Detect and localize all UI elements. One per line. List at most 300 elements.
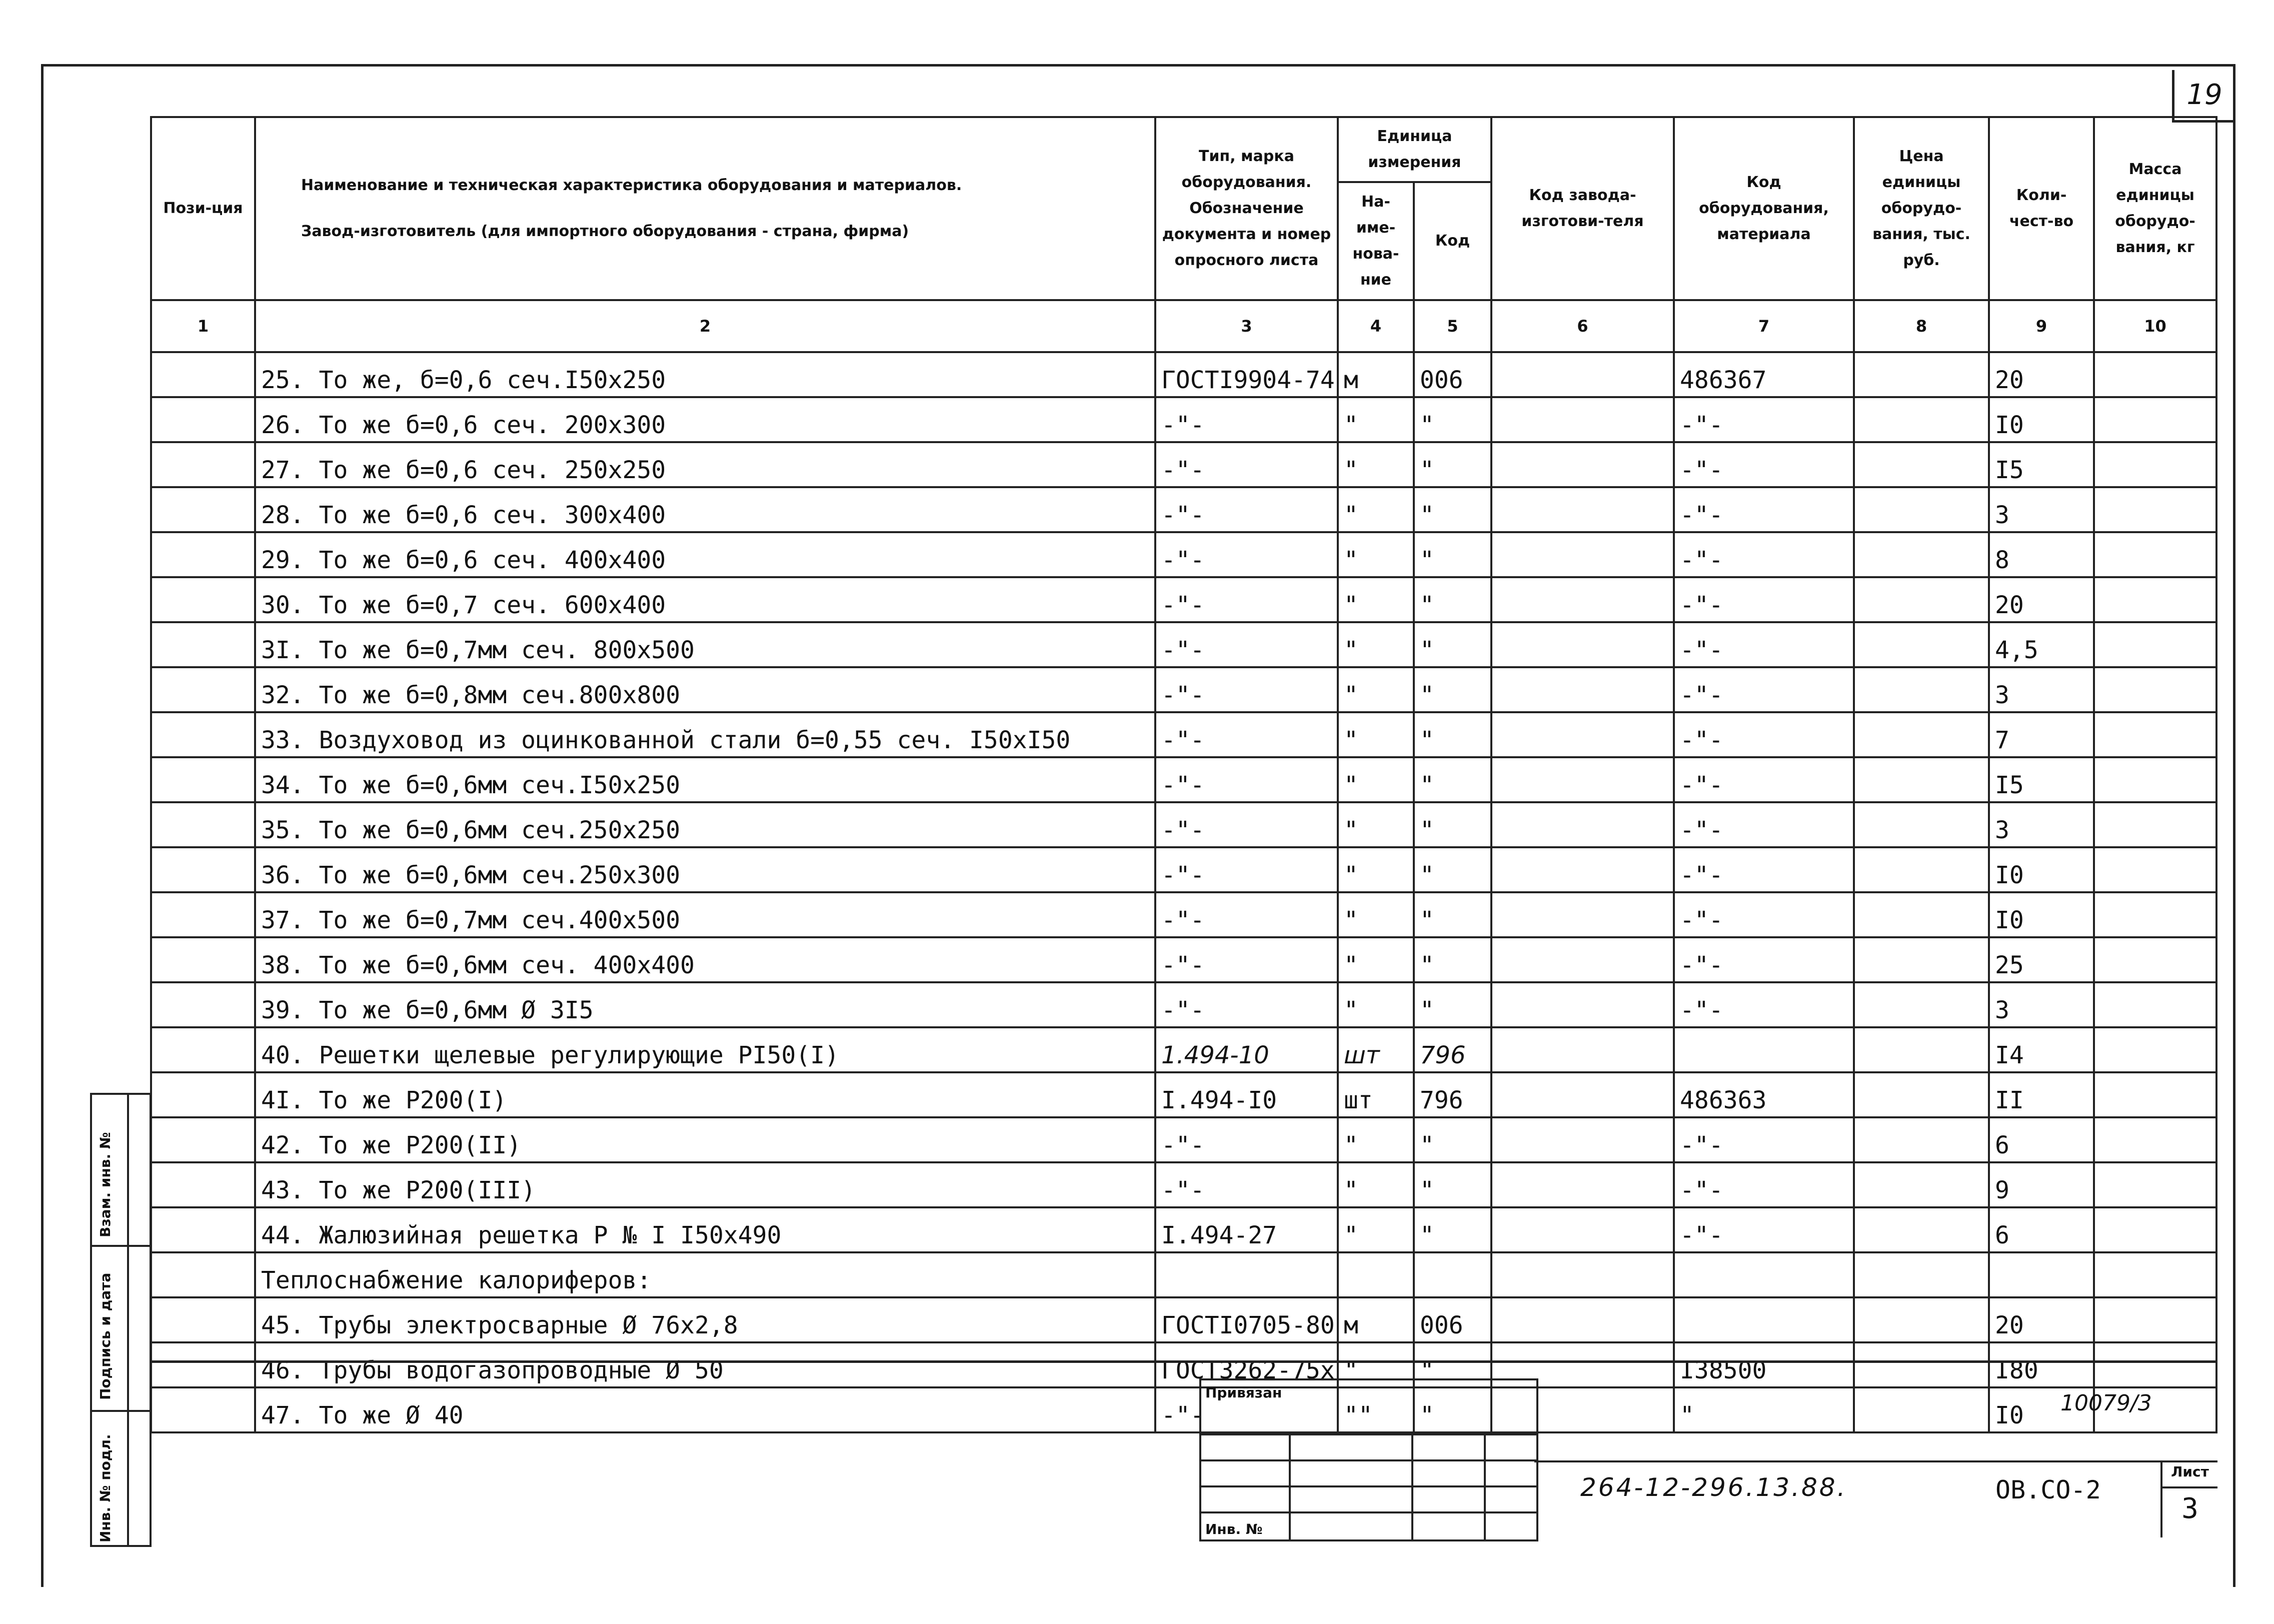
item-document: -"-	[1155, 532, 1338, 577]
item-unit-code: "	[1414, 1162, 1491, 1207]
item-price	[1854, 1027, 1989, 1072]
item-price	[1854, 847, 1989, 892]
item-price	[1854, 712, 1989, 757]
item-factory-code	[1491, 757, 1674, 802]
item-name: 36. То же б=0,6мм сеч.250х300	[255, 847, 1155, 892]
position-cell	[151, 982, 255, 1027]
item-mass	[2094, 847, 2216, 892]
item-price	[1854, 1297, 1989, 1342]
position-cell	[151, 487, 255, 532]
table-row	[151, 1297, 2216, 1342]
empty-cell	[1854, 1252, 1989, 1297]
item-material-code: -"-	[1674, 442, 1854, 487]
item-unit-code: "	[1414, 397, 1491, 442]
item-unit: м	[1338, 1297, 1414, 1342]
item-material-code: -"-	[1674, 802, 1854, 847]
item-unit: "	[1338, 1207, 1414, 1252]
column-number: 5	[1414, 300, 1491, 352]
item-document: -"-	[1155, 397, 1338, 442]
item-quantity: 20	[1989, 352, 2094, 397]
item-document: -"-	[1155, 712, 1338, 757]
item-mass	[2094, 1342, 2216, 1387]
item-material-code: -"-	[1674, 847, 1854, 892]
item-unit: "	[1338, 712, 1414, 757]
item-unit: "	[1338, 532, 1414, 577]
item-document: -"-	[1155, 1117, 1338, 1162]
item-material-code: -"-	[1674, 532, 1854, 577]
item-name: 39. То же б=0,6мм Ø 3I5	[255, 982, 1155, 1027]
item-price	[1854, 397, 1989, 442]
position-cell	[151, 397, 255, 442]
item-mass	[2094, 352, 2216, 397]
item-mass	[2094, 757, 2216, 802]
item-name: 44. Жалюзийная решетка Р № I I50х490	[255, 1207, 1155, 1252]
item-price	[1854, 352, 1989, 397]
item-unit: "	[1338, 442, 1414, 487]
item-mass	[2094, 1027, 2216, 1072]
item-factory-code	[1491, 1117, 1674, 1162]
item-name: 27. То же б=0,6 сеч. 250х250	[255, 442, 1155, 487]
item-quantity: I4	[1989, 1027, 2094, 1072]
table-row	[151, 1117, 2216, 1162]
item-factory-code	[1491, 892, 1674, 937]
page-number: 19	[2172, 70, 2234, 123]
item-material-code: -"-	[1674, 577, 1854, 622]
item-material-code: -"-	[1674, 982, 1854, 1027]
item-unit: "	[1338, 847, 1414, 892]
table-row	[151, 1252, 2216, 1297]
item-factory-code	[1491, 1162, 1674, 1207]
section-title: Теплоснабжение калориферов:	[255, 1252, 1155, 1297]
position-cell	[151, 622, 255, 667]
item-unit-code: "	[1414, 1207, 1491, 1252]
item-unit-code: "	[1414, 532, 1491, 577]
table-row	[151, 532, 2216, 577]
item-unit-code: 796	[1414, 1072, 1491, 1117]
item-unit-code: "	[1414, 1342, 1491, 1387]
empty-cell	[1338, 1252, 1414, 1297]
item-price	[1854, 1162, 1989, 1207]
item-material-code: -"-	[1674, 757, 1854, 802]
stamp-title: Привязан	[1205, 1384, 1282, 1401]
strip-label-original: Инв. № подл.	[97, 1434, 114, 1542]
item-quantity: I80	[1989, 1342, 2094, 1387]
item-name: 35. То же б=0,6мм сеч.250х250	[255, 802, 1155, 847]
item-quantity: 9	[1989, 1162, 2094, 1207]
item-mass	[2094, 937, 2216, 982]
item-unit-code: "	[1414, 1117, 1491, 1162]
item-unit: "	[1338, 1342, 1414, 1387]
item-mass	[2094, 397, 2216, 442]
item-factory-code	[1491, 352, 1674, 397]
item-unit: м	[1338, 352, 1414, 397]
item-document: ГОСТI0705-80	[1155, 1297, 1338, 1342]
table-row	[151, 802, 2216, 847]
table-row	[151, 1027, 2216, 1072]
item-unit: "	[1338, 1117, 1414, 1162]
sheet-code: ОВ.СО-2	[1995, 1475, 2101, 1504]
table-bottom-line	[150, 1360, 2215, 1363]
position-cell	[151, 532, 255, 577]
item-document: -"-	[1155, 847, 1338, 892]
item-mass	[2094, 622, 2216, 667]
position-cell	[151, 1387, 255, 1432]
item-factory-code	[1491, 1297, 1674, 1342]
position-cell	[151, 1027, 255, 1072]
item-price	[1854, 982, 1989, 1027]
item-factory-code	[1491, 802, 1674, 847]
binding-stamp	[1199, 1378, 1538, 1541]
item-factory-code	[1491, 622, 1674, 667]
position-cell	[151, 757, 255, 802]
item-price	[1854, 667, 1989, 712]
item-mass	[2094, 577, 2216, 622]
item-unit-code: "	[1414, 937, 1491, 982]
table-row	[151, 442, 2216, 487]
item-name: 28. То же б=0,6 сеч. 300х400	[255, 487, 1155, 532]
position-cell	[151, 442, 255, 487]
item-unit: "	[1338, 622, 1414, 667]
position-cell	[151, 802, 255, 847]
sheet-label: Лист	[2162, 1463, 2217, 1488]
item-price	[1854, 802, 1989, 847]
item-quantity: II	[1989, 1072, 2094, 1117]
item-unit-code: "	[1414, 1387, 1491, 1432]
item-name: 32. То же б=0,8мм сеч.800х800	[255, 667, 1155, 712]
item-mass	[2094, 532, 2216, 577]
sheet-box	[2160, 1460, 2217, 1537]
item-price	[1854, 442, 1989, 487]
table-row	[151, 1072, 2216, 1117]
item-material-code	[1674, 1027, 1854, 1072]
item-mass	[2094, 1162, 2216, 1207]
item-quantity: 6	[1989, 1207, 2094, 1252]
item-material-code: -"-	[1674, 487, 1854, 532]
item-mass	[2094, 442, 2216, 487]
empty-cell	[2094, 1252, 2216, 1297]
item-name: 47. То же Ø 40	[255, 1387, 1155, 1432]
stamp-line	[1201, 1485, 1536, 1487]
item-document: -"-	[1155, 577, 1338, 622]
item-quantity: 4,5	[1989, 622, 2094, 667]
empty-cell	[1674, 1252, 1854, 1297]
item-material-code: 486367	[1674, 352, 1854, 397]
table-row	[151, 1207, 2216, 1252]
header-factory-code: Код завода-изготови-теля	[1491, 117, 1674, 300]
table-row	[151, 847, 2216, 892]
item-mass	[2094, 487, 2216, 532]
item-material-code: -"-	[1674, 667, 1854, 712]
item-factory-code	[1491, 442, 1674, 487]
item-mass	[2094, 712, 2216, 757]
item-document: -"-	[1155, 487, 1338, 532]
specification-table	[150, 116, 2217, 1433]
column-number: 1	[151, 300, 255, 352]
stamp-vline	[1289, 1435, 1291, 1539]
item-name: 26. То же б=0,6 сеч. 200х300	[255, 397, 1155, 442]
item-document: -"-	[1155, 442, 1338, 487]
item-name: 29. То же б=0,6 сеч. 400х400	[255, 532, 1155, 577]
position-cell	[151, 712, 255, 757]
item-document: ГОСТ3262-75х	[1155, 1342, 1338, 1387]
item-unit-code: 006	[1414, 1297, 1491, 1342]
item-document: I.494-27	[1155, 1207, 1338, 1252]
item-unit-code: 796	[1414, 1027, 1491, 1072]
table-row	[151, 757, 2216, 802]
item-material-code: 486363	[1674, 1072, 1854, 1117]
item-mass	[2094, 1207, 2216, 1252]
item-price	[1854, 577, 1989, 622]
stamp-line	[1201, 1511, 1536, 1513]
strip-label-signature: Подпись и дата	[97, 1272, 114, 1400]
item-name: 4I. То же Р200(I)	[255, 1072, 1155, 1117]
item-quantity: 3	[1989, 802, 2094, 847]
item-factory-code	[1491, 577, 1674, 622]
item-mass	[2094, 1297, 2216, 1342]
item-price	[1854, 487, 1989, 532]
item-document: -"-	[1155, 892, 1338, 937]
table-row	[151, 982, 2216, 1027]
document-reference: 10079/3	[2060, 1390, 2152, 1416]
item-unit-code: "	[1414, 802, 1491, 847]
item-material-code: -"-	[1674, 712, 1854, 757]
item-unit: "	[1338, 802, 1414, 847]
item-document: -"-	[1155, 1162, 1338, 1207]
item-price	[1854, 757, 1989, 802]
item-mass	[2094, 667, 2216, 712]
item-unit: шт	[1338, 1072, 1414, 1117]
item-unit: "	[1338, 937, 1414, 982]
item-factory-code	[1491, 847, 1674, 892]
item-unit: ""	[1338, 1387, 1414, 1432]
item-factory-code	[1491, 982, 1674, 1027]
item-factory-code	[1491, 1072, 1674, 1117]
item-unit-code: "	[1414, 982, 1491, 1027]
item-quantity: I5	[1989, 757, 2094, 802]
stamp-vline	[1411, 1435, 1413, 1539]
left-stamp-strip	[90, 1093, 152, 1547]
item-price	[1854, 532, 1989, 577]
header-name-line1: Наименование и техническая характеристика оборудования и материалов.	[301, 177, 962, 194]
item-mass	[2094, 1117, 2216, 1162]
position-cell	[151, 1162, 255, 1207]
item-name: 43. То же Р200(III)	[255, 1162, 1155, 1207]
item-unit-code: "	[1414, 847, 1491, 892]
item-quantity: I0	[1989, 397, 2094, 442]
item-unit: "	[1338, 982, 1414, 1027]
column-number: 3	[1155, 300, 1338, 352]
table-row	[151, 1387, 2216, 1432]
column-number: 7	[1674, 300, 1854, 352]
position-cell	[151, 352, 255, 397]
item-mass	[2094, 1072, 2216, 1117]
item-unit-code: "	[1414, 712, 1491, 757]
item-mass	[2094, 982, 2216, 1027]
item-quantity: 3	[1989, 667, 2094, 712]
item-mass	[2094, 892, 2216, 937]
item-name: 37. То же б=0,7мм сеч.400х500	[255, 892, 1155, 937]
item-unit: шт	[1338, 1027, 1414, 1072]
item-name: 25. То же, б=0,6 сеч.I50х250	[255, 352, 1155, 397]
item-price	[1854, 1387, 1989, 1432]
table-row	[151, 667, 2216, 712]
item-unit-code: "	[1414, 667, 1491, 712]
item-material-code: -"-	[1674, 892, 1854, 937]
item-quantity: 20	[1989, 577, 2094, 622]
table-row	[151, 1342, 2216, 1387]
item-document: I.494-I0	[1155, 1072, 1338, 1117]
item-factory-code	[1491, 487, 1674, 532]
empty-cell	[1414, 1252, 1491, 1297]
strip-label-replacement: Взам. инв. №	[97, 1132, 114, 1237]
item-material-code: I38500	[1674, 1342, 1854, 1387]
item-material-code: -"-	[1674, 1162, 1854, 1207]
item-quantity: 3	[1989, 487, 2094, 532]
item-unit-code: "	[1414, 577, 1491, 622]
item-material-code: -"-	[1674, 397, 1854, 442]
table-row	[151, 487, 2216, 532]
position-cell	[151, 847, 255, 892]
item-name: 3I. То же б=0,7мм сеч. 800х500	[255, 622, 1155, 667]
item-unit: "	[1338, 667, 1414, 712]
item-document: -"-	[1155, 757, 1338, 802]
item-document: -"-	[1155, 622, 1338, 667]
item-quantity: 25	[1989, 937, 2094, 982]
item-document: 1.494-10	[1155, 1027, 1338, 1072]
item-unit-code: "	[1414, 892, 1491, 937]
table-row	[151, 622, 2216, 667]
position-cell	[151, 1207, 255, 1252]
item-quantity: 8	[1989, 532, 2094, 577]
sheet-number: 3	[2181, 1492, 2198, 1525]
item-material-code: "	[1674, 1387, 1854, 1432]
position-cell	[151, 577, 255, 622]
item-unit: "	[1338, 892, 1414, 937]
header-price: Цена единицы оборудо-вания, тыс. руб.	[1854, 117, 1989, 300]
item-unit: "	[1338, 397, 1414, 442]
position-cell	[151, 667, 255, 712]
position-cell	[151, 892, 255, 937]
header-unit: Единица измерения	[1338, 117, 1491, 182]
header-position: Пози-ция	[151, 117, 255, 300]
item-quantity: I0	[1989, 892, 2094, 937]
item-document: -"-	[1155, 1387, 1338, 1432]
item-factory-code	[1491, 1027, 1674, 1072]
column-number: 8	[1854, 300, 1989, 352]
item-name: 46. Трубы водогазопроводные Ø 50	[255, 1342, 1155, 1387]
item-factory-code	[1491, 667, 1674, 712]
item-price	[1854, 1072, 1989, 1117]
header-material-code: Код оборудования, материала	[1674, 117, 1854, 300]
column-number: 10	[2094, 300, 2216, 352]
title-block-line	[1534, 1460, 2215, 1462]
item-unit: "	[1338, 757, 1414, 802]
item-unit-code: 006	[1414, 352, 1491, 397]
column-number: 6	[1491, 300, 1674, 352]
column-number: 9	[1989, 300, 2094, 352]
header-unit-name: На-име-нова-ние	[1338, 182, 1414, 300]
header-unit-code: Код	[1414, 182, 1491, 300]
position-cell	[151, 1117, 255, 1162]
table-row	[151, 352, 2216, 397]
item-material-code: -"-	[1674, 622, 1854, 667]
position-cell	[151, 1297, 255, 1342]
header-mass: Масса единицы оборудо-вания, кг	[2094, 117, 2216, 300]
table-row	[151, 577, 2216, 622]
item-document: -"-	[1155, 937, 1338, 982]
item-unit-code: "	[1414, 442, 1491, 487]
header-name	[255, 117, 1155, 300]
empty-cell	[1989, 1252, 2094, 1297]
position-cell	[151, 1072, 255, 1117]
item-quantity: 7	[1989, 712, 2094, 757]
header-name-line2: Завод-изготовитель (для импортного оборудования - страна, фирма)	[301, 223, 909, 240]
item-unit-code: "	[1414, 757, 1491, 802]
item-name: 33. Воздуховод из оцинкованной стали б=0,55 сеч. I50хI50	[255, 712, 1155, 757]
stamp-line	[1201, 1459, 1536, 1461]
item-mass	[2094, 802, 2216, 847]
item-price	[1854, 1342, 1989, 1387]
item-name: 40. Решетки щелевые регулирующие PI50(I)	[255, 1027, 1155, 1072]
item-quantity: 3	[1989, 982, 2094, 1027]
item-unit: "	[1338, 487, 1414, 532]
header-quantity: Коли-чест-во	[1989, 117, 2094, 300]
stamp-inv: Инв. №	[1205, 1521, 1263, 1537]
item-quantity: 20	[1989, 1297, 2094, 1342]
item-name: 42. То же Р200(II)	[255, 1117, 1155, 1162]
item-document: -"-	[1155, 982, 1338, 1027]
item-document: -"-	[1155, 802, 1338, 847]
item-price	[1854, 1117, 1989, 1162]
item-quantity: 6	[1989, 1117, 2094, 1162]
item-price	[1854, 892, 1989, 937]
item-name: 30. То же б=0,7 сеч. 600х400	[255, 577, 1155, 622]
table-row	[151, 712, 2216, 757]
item-unit: "	[1338, 577, 1414, 622]
item-quantity: I0	[1989, 847, 2094, 892]
item-unit-code: "	[1414, 487, 1491, 532]
item-name: 34. То же б=0,6мм сеч.I50х250	[255, 757, 1155, 802]
item-name: 45. Трубы электросварные Ø 76х2,8	[255, 1297, 1155, 1342]
table-row	[151, 397, 2216, 442]
stamp-line	[1201, 1433, 1536, 1435]
item-factory-code	[1491, 712, 1674, 757]
table-row	[151, 1162, 2216, 1207]
item-unit: "	[1338, 1162, 1414, 1207]
item-price	[1854, 622, 1989, 667]
item-material-code: -"-	[1674, 1117, 1854, 1162]
item-factory-code	[1491, 532, 1674, 577]
item-document: -"-	[1155, 667, 1338, 712]
item-unit-code: "	[1414, 622, 1491, 667]
item-document: ГОСТI9904-74	[1155, 352, 1338, 397]
position-cell	[151, 1342, 255, 1387]
item-material-code	[1674, 1297, 1854, 1342]
item-material-code: -"-	[1674, 937, 1854, 982]
table-row	[151, 892, 2216, 937]
stamp-vline	[1484, 1435, 1486, 1539]
position-cell	[151, 937, 255, 982]
position-cell	[151, 1252, 255, 1297]
item-factory-code	[1491, 937, 1674, 982]
drawing-code: 264-12-296.13.88.	[1580, 1473, 1847, 1502]
header-type: Тип, марка оборудования. Обозначение документа и номер опросного листа	[1155, 117, 1338, 300]
item-factory-code	[1491, 1207, 1674, 1252]
column-number: 4	[1338, 300, 1414, 352]
item-name: 38. То же б=0,6мм сеч. 400х400	[255, 937, 1155, 982]
empty-cell	[1491, 1252, 1674, 1297]
table-row	[151, 937, 2216, 982]
